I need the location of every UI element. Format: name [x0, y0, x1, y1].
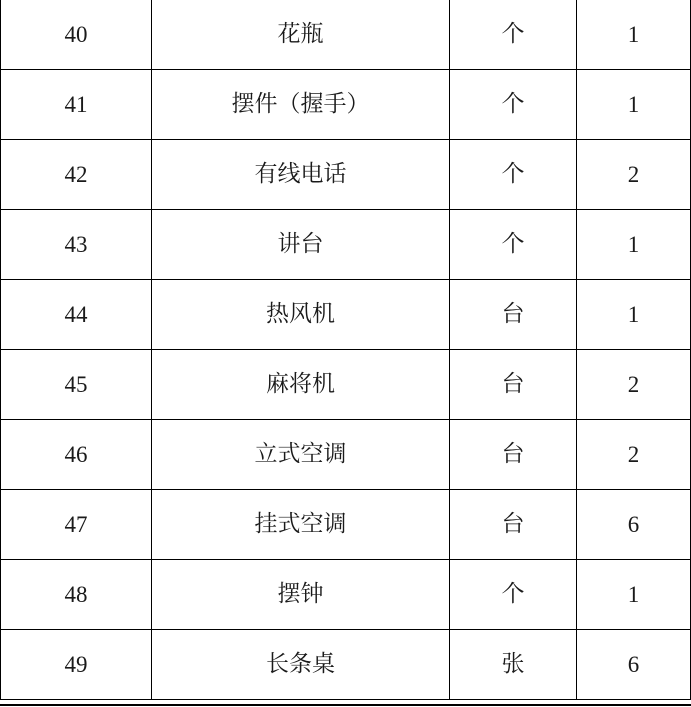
table-bottom-rule — [0, 704, 691, 706]
item-quantity: 1 — [577, 70, 691, 140]
table-row — [1, 280, 691, 350]
item-quantity: 2 — [577, 350, 691, 420]
item-number: 40 — [1, 0, 152, 70]
item-number: 43 — [1, 210, 152, 280]
item-quantity: 1 — [577, 0, 691, 70]
table-row — [1, 140, 691, 210]
item-name: 有线电话 — [152, 140, 450, 210]
item-number: 41 — [1, 70, 152, 140]
table-row — [1, 490, 691, 560]
item-number: 44 — [1, 280, 152, 350]
item-unit: 台 — [450, 420, 577, 490]
item-quantity: 2 — [577, 140, 691, 210]
item-name: 麻将机 — [152, 350, 450, 420]
item-quantity: 6 — [577, 490, 691, 560]
item-unit: 个 — [450, 210, 577, 280]
item-number: 48 — [1, 560, 152, 630]
item-quantity: 1 — [577, 280, 691, 350]
item-unit: 个 — [450, 70, 577, 140]
item-quantity: 2 — [577, 420, 691, 490]
item-number: 42 — [1, 140, 152, 210]
item-number: 46 — [1, 420, 152, 490]
item-unit: 台 — [450, 280, 577, 350]
item-number: 49 — [1, 630, 152, 700]
table-row — [1, 210, 691, 280]
item-name: 摆钟 — [152, 560, 450, 630]
inventory-table-body — [1, 0, 691, 700]
item-name: 挂式空调 — [152, 490, 450, 560]
item-name: 讲台 — [152, 210, 450, 280]
table-row — [1, 630, 691, 700]
item-quantity: 1 — [577, 210, 691, 280]
table-row — [1, 70, 691, 140]
item-quantity: 1 — [577, 560, 691, 630]
item-number: 47 — [1, 490, 152, 560]
item-unit: 个 — [450, 0, 577, 70]
item-unit: 张 — [450, 630, 577, 700]
item-name: 热风机 — [152, 280, 450, 350]
table-row — [1, 0, 691, 70]
item-number: 45 — [1, 350, 152, 420]
item-unit: 台 — [450, 350, 577, 420]
table-row — [1, 420, 691, 490]
table-row — [1, 560, 691, 630]
item-quantity: 6 — [577, 630, 691, 700]
table-row — [1, 350, 691, 420]
item-unit: 台 — [450, 490, 577, 560]
item-name: 摆件（握手） — [152, 70, 450, 140]
item-name: 花瓶 — [152, 0, 450, 70]
item-unit: 个 — [450, 560, 577, 630]
item-unit: 个 — [450, 140, 577, 210]
item-name: 立式空调 — [152, 420, 450, 490]
item-name: 长条桌 — [152, 630, 450, 700]
